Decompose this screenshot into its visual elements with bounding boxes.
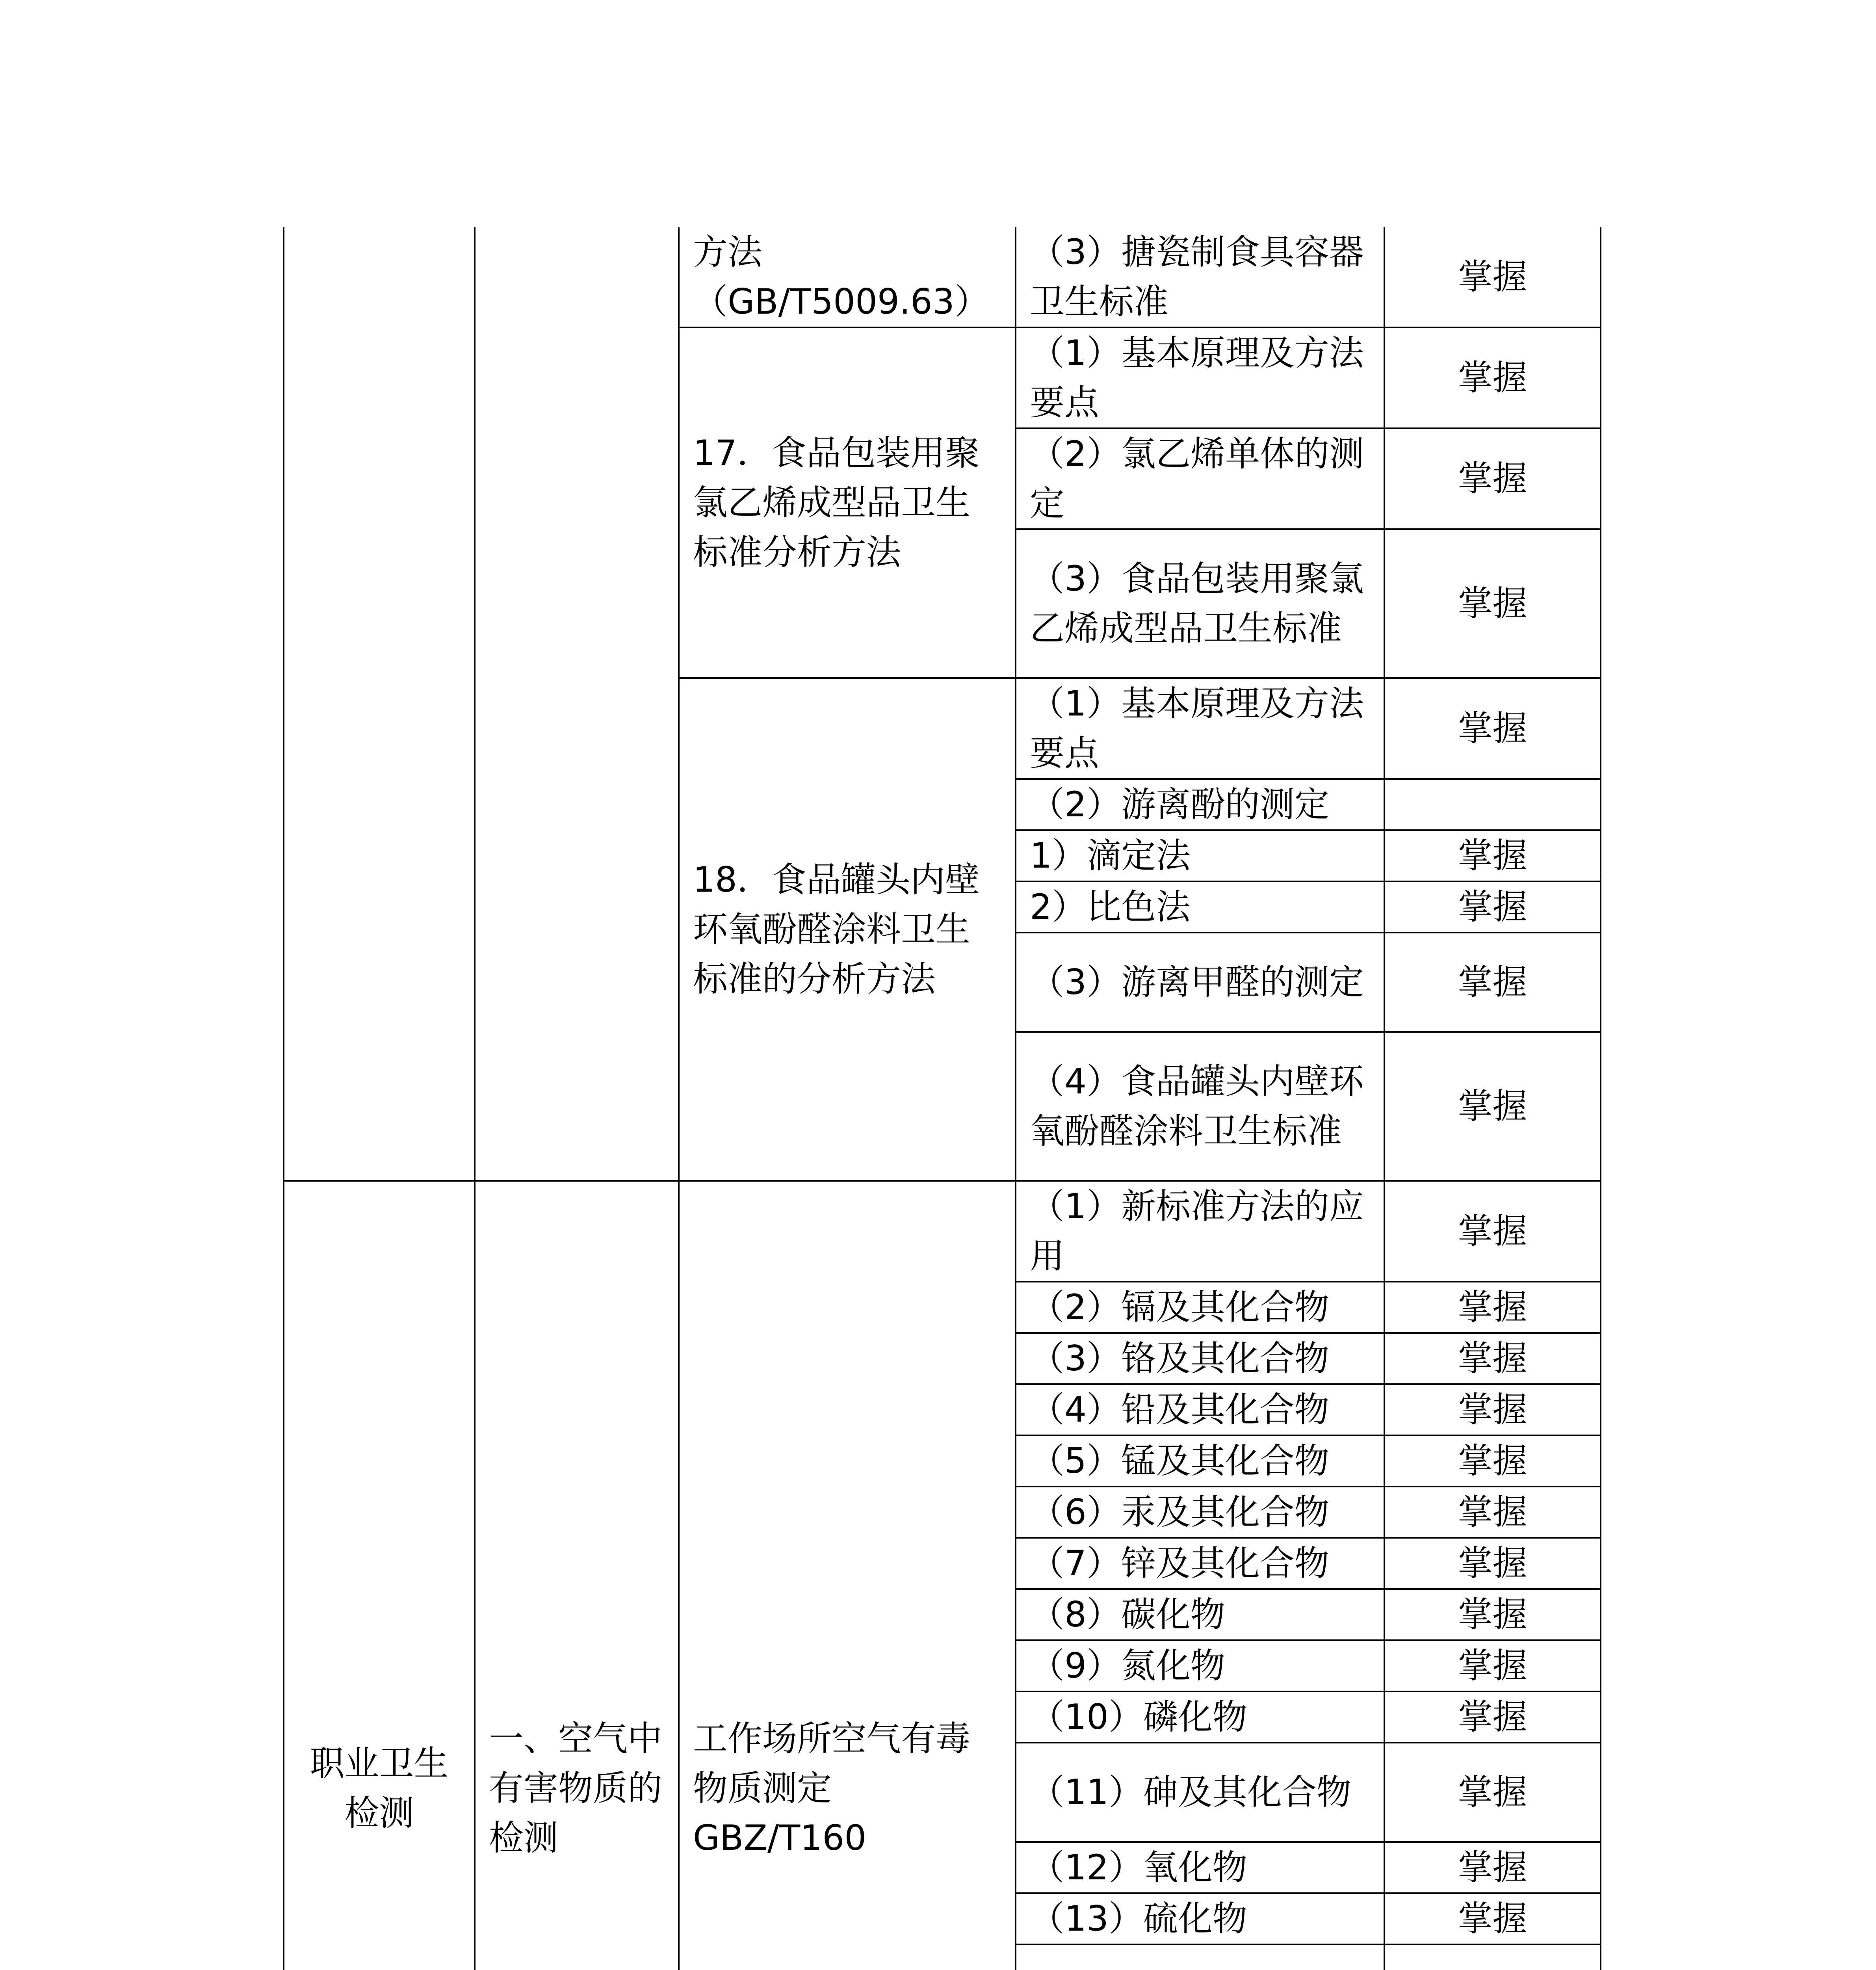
content-cell: （5）锰及其化合物 (1016, 1435, 1384, 1487)
level-cell: 掌握 (1384, 830, 1601, 881)
content-cell: （10）磷化物 (1016, 1691, 1384, 1743)
content-cell: 1）滴定法 (1016, 830, 1384, 881)
level-cell: 掌握 (1384, 529, 1601, 678)
category-cell-empty (284, 227, 475, 1181)
content-cell: （7）锌及其化合物 (1016, 1538, 1384, 1589)
level-cell: 掌握 (1384, 428, 1601, 529)
syllabus-table (283, 227, 1601, 1970)
level-cell: 掌握 (1384, 1282, 1601, 1333)
method-cell: 方法 （GB/T5009.63） (679, 227, 1016, 327)
content-cell: （3）食品包装用聚氯乙烯成型品卫生标准 (1016, 529, 1384, 678)
content-cell: （3）铬及其化合物 (1016, 1333, 1384, 1384)
content-cell: （1）基本原理及方法要点 (1016, 678, 1384, 779)
level-cell: 掌握 (1384, 1691, 1601, 1743)
content-cell: （4）铅及其化合物 (1016, 1384, 1384, 1435)
content-cell: 2）比色法 (1016, 881, 1384, 933)
table-row (284, 227, 1601, 327)
content-cell: （13）硫化物 (1016, 1893, 1384, 1944)
content-cell: （11）砷及其化合物 (1016, 1743, 1384, 1842)
level-cell: 掌握 (1384, 1589, 1601, 1640)
level-cell: 掌握 (1384, 1743, 1601, 1842)
content-cell: （3）搪瓷制食具容器卫生标准 (1016, 227, 1384, 327)
level-cell: 掌握 (1384, 1538, 1601, 1589)
content-cell: （12）氧化物 (1016, 1842, 1384, 1893)
level-cell: 掌握 (1384, 1333, 1601, 1384)
level-cell: 掌握 (1384, 1435, 1601, 1487)
table-row (284, 1181, 1601, 1282)
content-cell: （2）氯乙烯单体的测定 (1016, 428, 1384, 529)
content-cell: （2）游离酚的测定 (1016, 779, 1384, 830)
level-cell: 掌握 (1384, 1893, 1601, 1944)
content-cell (1016, 1944, 1384, 1970)
level-cell (1384, 1944, 1601, 1970)
level-cell: 掌握 (1384, 881, 1601, 933)
content-cell: （1）新标准方法的应用 (1016, 1181, 1384, 1282)
level-cell: 掌握 (1384, 1384, 1601, 1435)
content-cell: （1）基本原理及方法要点 (1016, 327, 1384, 428)
section-cell-empty (475, 227, 679, 1181)
level-cell: 掌握 (1384, 227, 1601, 327)
level-cell: 掌握 (1384, 933, 1601, 1032)
level-cell: 掌握 (1384, 1032, 1601, 1181)
method-cell: 18．食品罐头内壁环氧酚醛涂料卫生标准的分析方法 (679, 678, 1016, 1181)
level-cell: 掌握 (1384, 1181, 1601, 1282)
content-cell: （2）镉及其化合物 (1016, 1282, 1384, 1333)
section-cell: 一、空气中有害物质的检测 (475, 1181, 679, 1970)
content-cell: （6）汞及其化合物 (1016, 1487, 1384, 1538)
content-cell: （4）食品罐头内壁环氧酚醛涂料卫生标准 (1016, 1032, 1384, 1181)
level-cell: 掌握 (1384, 327, 1601, 428)
category-cell: 职业卫生检测 (284, 1181, 475, 1970)
content-cell: （3）游离甲醛的测定 (1016, 933, 1384, 1032)
level-cell: 掌握 (1384, 1640, 1601, 1691)
content-cell: （8）碳化物 (1016, 1589, 1384, 1640)
content-cell: （9）氮化物 (1016, 1640, 1384, 1691)
level-cell: 掌握 (1384, 1842, 1601, 1893)
method-cell: 工作场所空气有毒物质测定 GBZ/T160 (679, 1181, 1016, 1970)
level-cell: 掌握 (1384, 678, 1601, 779)
level-cell: 掌握 (1384, 1487, 1601, 1538)
level-cell (1384, 779, 1601, 830)
method-cell: 17．食品包装用聚氯乙烯成型品卫生标准分析方法 (679, 327, 1016, 678)
